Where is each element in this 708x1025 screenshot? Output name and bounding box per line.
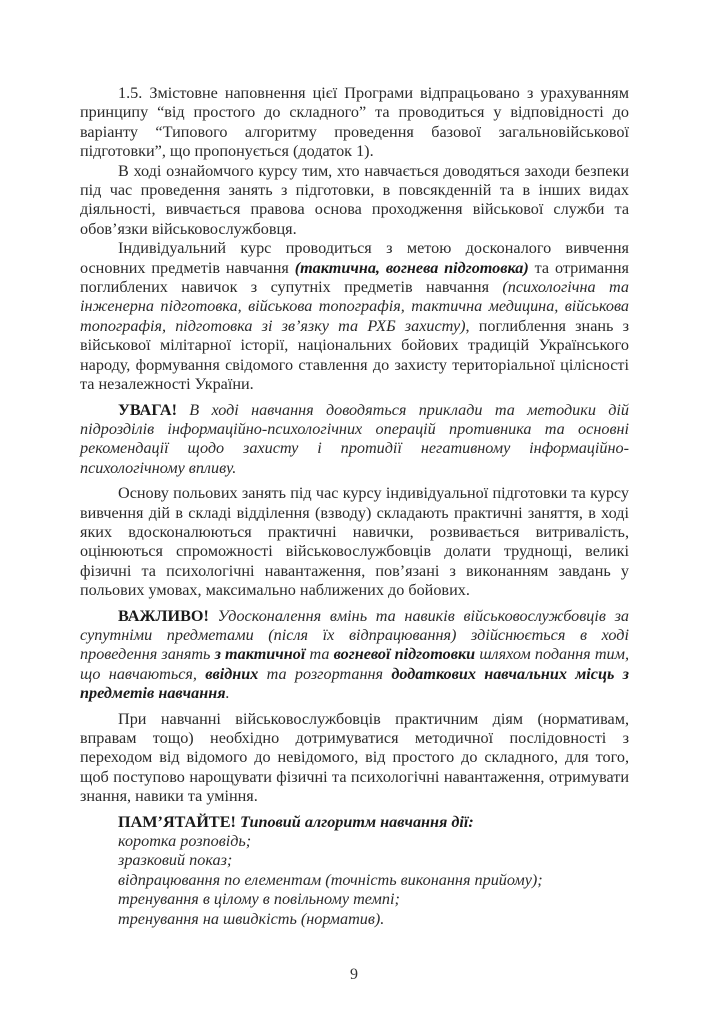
attention-label: УВАГА! xyxy=(118,400,177,419)
text: шляхом подання тим, що навчаються, xyxy=(80,645,629,683)
paragraph-1-5: 1.5. Змістовне наповнення цієї Програми відпрацьовано з урахуванням принципу “від простого до складного” та проводиться у відповідності до варіанту “Типового алгоритму проведення базової загальновійськової підготовки”, що пропонується (додаток 1). xyxy=(80,84,629,161)
emphasis-main-subjects: (тактична, вогнева підготовка) xyxy=(294,258,529,277)
list-item: коротка розповідь; xyxy=(118,832,252,851)
emphasis-related-subjects: (психологічна та інженерна підготовка, військова топографія, тактична медицина, військова топографія, підготовка зі зв’язку та РХБ захисту) xyxy=(80,278,629,335)
emphasis: з тактичної xyxy=(214,645,306,664)
emphasis: ввідних xyxy=(205,664,259,683)
list-item: зразковий показ; xyxy=(118,851,233,870)
text: та розгортання xyxy=(258,664,392,683)
list-item: тренування на швидкість (норматив). xyxy=(118,909,385,928)
text: Удосконалення вмінь та навиків військовослужбовців за супутніми предметами (після їх відпрацювання) здійснюється в ході проведення занять xyxy=(80,606,629,664)
paragraph-attention xyxy=(80,401,629,479)
important-label: ВАЖЛИВО! xyxy=(118,606,209,625)
list-item: відпрацювання по елементам (точність виконання прийому); xyxy=(118,870,543,889)
text: , поглиблення знань з військової мілітарної історії, національних бойових традицій Українського народу, формування свідомого ставлення до захисту територіальної цілісності та незалежності України. xyxy=(80,316,629,394)
paragraph-practical-actions: При навчанні військовослужбовців практичним діям (нормативам, вправам тощо) необхідно дотримуватися методичної послідовності з переходом від відомого до невідомого, від простого до складного, для того, щоб поступово нарощувати фізичні та психологічні навантаження, отримувати знання, навики та уміння. xyxy=(80,709,629,806)
attention-text: В ході навчання доводяться приклади та методики дій підрозділів інформаційно-психологічних операцій противника та основні рекомендації щодо захисту і протидії негативному інформаційно-психологічному впливу. xyxy=(80,400,629,477)
remember-heading: Типовий алгоритм навчання дії: xyxy=(235,812,474,831)
text: Індивідуальний курс проводиться з метою досконалого вивчення основних предметів навчання xyxy=(80,239,629,277)
remember-label: ПАМ’ЯТАЙТЕ! xyxy=(118,812,236,831)
paragraph-field-training: Основу польових занять під час курсу індивідуальної підготовки та курсу вивчення дій в складі відділення (взводу) складають практичні заняття, в ході яких вдосконалюються практичні навички, розвивається витривалість, оцінюються спроможності військовослужбовців долати труднощі, великі фізичні та психологічні навантаження, пов’язані з виконанням завдань у польових умовах, максимально наближених до бойових. xyxy=(80,484,629,600)
paragraph-remember xyxy=(80,813,629,832)
list-item: тренування в цілому в повільному темпі; xyxy=(118,890,400,909)
text: та xyxy=(305,645,334,664)
emphasis: додаткових навчальних місць з предметів навчання xyxy=(80,664,629,703)
paragraph-individual-course xyxy=(80,239,629,394)
emphasis: вогневої підготовки xyxy=(333,645,476,664)
paragraph-important xyxy=(80,607,629,704)
algorithm-list xyxy=(118,832,629,929)
paragraph-intro-course: В ході ознайомчого курсу тим, хто навчається доводяться заходи безпеки під час проведення занять з підготовки, в повсякденній та в інших видах діяльності, вивчається правова основа проходження військової служби та обов’язки військовослужбовця. xyxy=(80,161,629,238)
page-number: 9 xyxy=(350,966,358,984)
text: . xyxy=(225,684,230,703)
text: та отримання поглиблених навичок з супутніх предметів навчання xyxy=(80,258,629,297)
